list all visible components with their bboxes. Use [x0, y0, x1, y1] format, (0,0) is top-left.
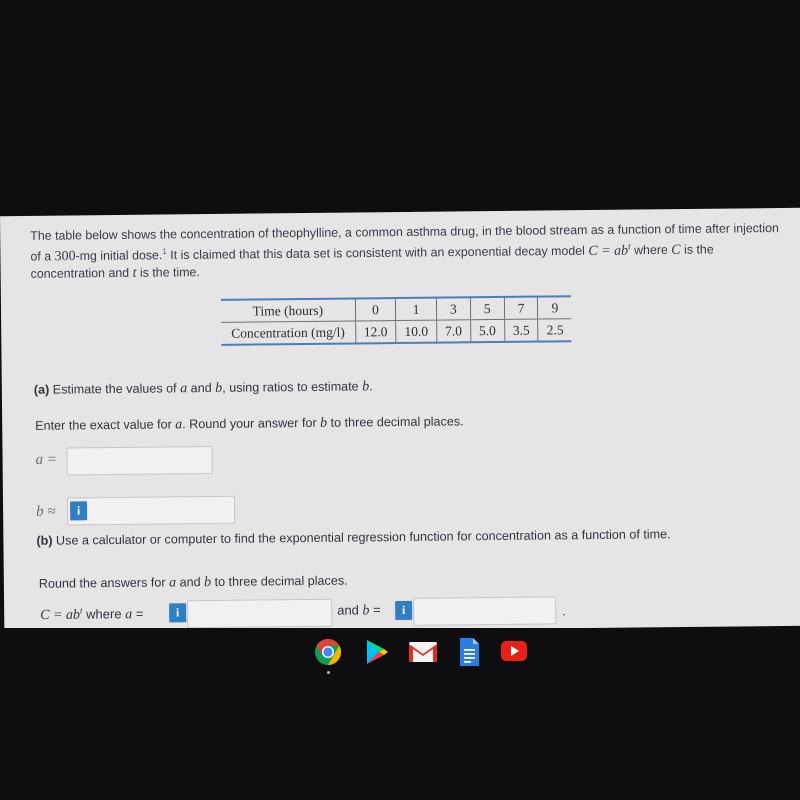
- chrome-running-dot: [327, 671, 330, 674]
- youtube-icon[interactable]: [500, 640, 528, 662]
- regression-a-input[interactable]: [187, 599, 332, 629]
- concentration-row: [221, 319, 572, 345]
- play-store-icon[interactable]: [364, 638, 390, 666]
- part-a-prompt: (a) Estimate the values of a and b, using ratios to estimate b.: [33, 379, 373, 397]
- regression-formula: $C = ab^t$ where a =: [40, 605, 144, 624]
- b-input[interactable]: [67, 496, 235, 526]
- time-cell: 0: [355, 298, 396, 321]
- regression-b-label: and b =: [337, 602, 381, 619]
- a-input[interactable]: [66, 446, 212, 476]
- model-formula: $C = ab^t$: [588, 240, 631, 259]
- time-cell: 3: [436, 297, 470, 320]
- trailing-period: .: [562, 604, 566, 619]
- concentration-cell: 7.0: [436, 320, 470, 343]
- concentration-cell: 2.5: [538, 319, 572, 342]
- regression-b-info-button[interactable]: i: [395, 601, 412, 620]
- data-table: [221, 295, 572, 346]
- concentration-cell: 5.0: [470, 319, 504, 342]
- regression-a-info-button[interactable]: i: [169, 603, 186, 622]
- a-label: a =: [35, 451, 58, 468]
- b-info-button[interactable]: i: [70, 501, 87, 520]
- chrome-icon[interactable]: [314, 638, 342, 666]
- concentration-cell: 10.0: [396, 320, 437, 343]
- time-cell: 9: [538, 296, 572, 319]
- gmail-icon[interactable]: [408, 641, 438, 663]
- part-b-prompt: (b) Use a calculator or computer to find the exponential regression function for concentration as a function of time.: [36, 527, 671, 548]
- b-label: b ≈: [36, 503, 56, 520]
- part-b-instructions: Round the answers for a and b to three decimal places.: [38, 573, 348, 591]
- problem-content: [0, 208, 800, 634]
- time-header: Time (hours): [221, 298, 355, 322]
- part-a-instructions: Enter the exact value for a. Round your answer for b to three decimal places.: [35, 414, 464, 433]
- time-cell: 7: [504, 297, 538, 320]
- time-cell: 5: [470, 297, 504, 320]
- time-cell: 1: [396, 298, 437, 321]
- regression-b-input[interactable]: [413, 596, 556, 625]
- footnote-link[interactable]: 1: [162, 246, 167, 257]
- concentration-cell: 3.5: [504, 319, 538, 342]
- docs-icon[interactable]: [458, 637, 480, 667]
- concentration-header: Concentration (mg/l): [231, 324, 345, 341]
- browser-screen: [0, 208, 800, 634]
- os-shelf: [0, 628, 800, 800]
- concentration-cell: 12.0: [355, 321, 396, 344]
- problem-intro: The table below shows the concentration of theophylline, a common asthma drug, in the blood stream as a function of time after injection of a 300-mg initial dose.$^1$ It is claimed that this data set is consistent with an exponential decay model $C = ab^t$ where C is the concentration and t is the time.: [30, 221, 779, 281]
